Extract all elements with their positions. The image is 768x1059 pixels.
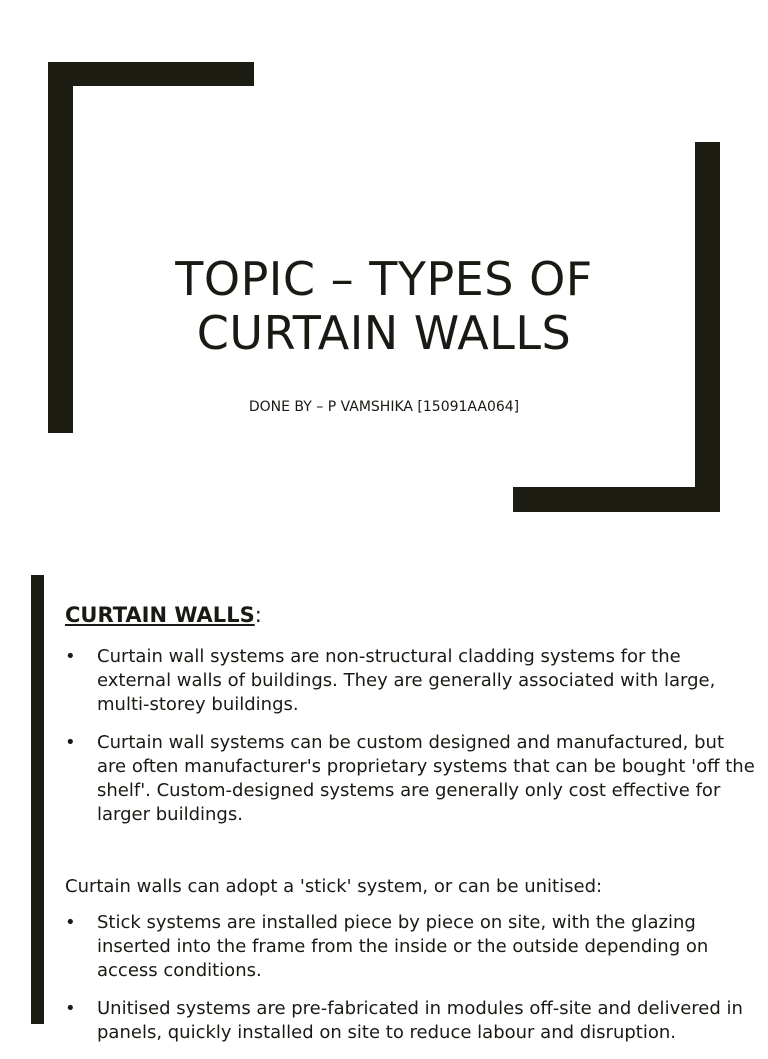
corner-bracket-top-left-horizontal bbox=[48, 62, 254, 86]
section-heading-colon: : bbox=[254, 603, 262, 627]
bullet-icon: • bbox=[65, 732, 76, 753]
list-item bbox=[65, 731, 755, 827]
slide-title-line-2: CURTAIN WALLS bbox=[196, 306, 572, 360]
list-item bbox=[65, 645, 755, 717]
list-item bbox=[65, 997, 755, 1045]
accent-bar-left bbox=[31, 575, 44, 1024]
list-item-text: Curtain wall systems are non-structural cladding systems for the external walls of buildings. They are generally associated with large, multi-storey buildings. bbox=[97, 646, 716, 715]
slide-subtitle: DONE BY – P VAMSHIKA [15091AA064] bbox=[248, 399, 520, 415]
list-item-text: Unitised systems are pre-fabricated in modules off-site and delivered in panels, quickly installed on site to reduce labour and disruption. bbox=[97, 998, 743, 1043]
list-item-text: Curtain wall systems can be custom designed and manufactured, but are often manufacturer's proprietary systems that can be bought 'off the shelf'. Custom-designed systems are generally only cost effective for larger buildings. bbox=[97, 732, 755, 825]
bullet-icon: • bbox=[65, 646, 76, 667]
bullet-icon: • bbox=[65, 998, 76, 1019]
slide-title bbox=[80, 252, 688, 360]
corner-bracket-bottom-right-horizontal bbox=[513, 487, 720, 512]
section-heading bbox=[65, 603, 262, 627]
bullet-list-1 bbox=[65, 645, 755, 841]
corner-bracket-top-left-vertical bbox=[48, 62, 73, 433]
content-slide bbox=[0, 575, 768, 1043]
bullet-icon: • bbox=[65, 912, 76, 933]
corner-bracket-bottom-right-vertical bbox=[695, 142, 720, 512]
slide-title-line-1: TOPIC – TYPES OF bbox=[175, 252, 593, 306]
section-heading-text: CURTAIN WALLS bbox=[65, 603, 255, 627]
list-item bbox=[65, 911, 755, 983]
intro-paragraph: Curtain walls can adopt a 'stick' system, or can be unitised: bbox=[65, 876, 603, 897]
list-item-text: Stick systems are installed piece by piece on site, with the glazing inserted into the frame from the inside or the outside depending on access conditions. bbox=[97, 912, 709, 981]
bullet-list-2 bbox=[65, 911, 755, 1059]
